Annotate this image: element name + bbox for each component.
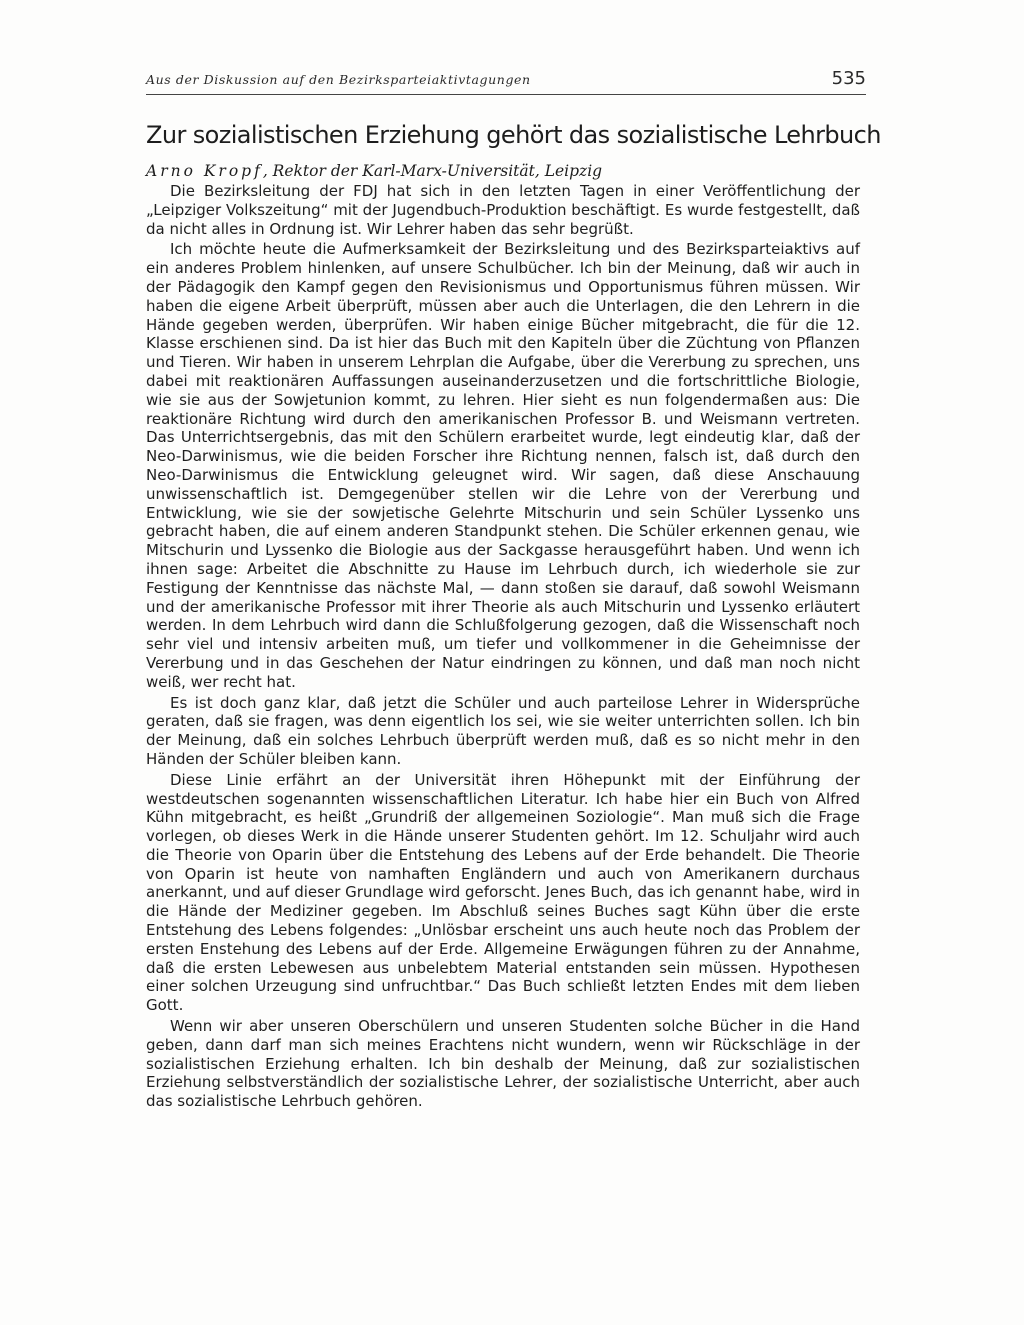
author-affiliation: , Rektor der Karl-Marx-Universität, Leipzig: [262, 162, 603, 180]
running-title: Aus der Diskussion auf den Bezirksparteiaktivtagungen: [146, 72, 531, 87]
paragraph-5: Wenn wir aber unseren Oberschülern und unseren Studenten solche Bücher in die Hand geben, dann darf man sich meines Erachtens nicht wundern, wenn wir Rückschläge in der sozialistischen Erziehung erhalten. Ich bin deshalb der Meinung, daß zur sozialistischen Erziehung selbstverständlich der sozialistische Lehrer, der sozialistische Unterricht, aber auch das sozialistische Lehrbuch gehören.: [146, 1017, 860, 1111]
page-number: 535: [831, 68, 866, 89]
running-header: [146, 70, 866, 96]
paragraph-4: Diese Linie erfährt an der Universität ihren Höhepunkt mit der Einführung der westdeutschen sogenannten wissenschaftlichen Literatur. Ich habe hier ein Buch von Alfred Kühn mitgebracht, es heißt „Grundriß der allgemeinen Soziologie“. Man muß sich die Frage vorlegen, ob dieses Werk in die Hände unserer Studenten gehört. Im 12. Schuljahr wird auch die Theorie von Oparin über die Entstehung des Lebens auf der Erde behandelt. Die Theorie von Oparin ist heute von namhaften Engländern und auch von Amerikanern durchaus anerkannt, und auf dieser Grundlage wird geforscht. Jenes Buch, das ich genannt habe, wird in die Hände der Mediziner gegeben. Im Abschluß seines Buches sagt Kühn über die erste Entstehung des Lebens folgendes: „Unlösbar erscheint uns auch heute noch das Problem der ersten Enstehung des Lebens auf der Erde. Allgemeine Erwägungen führen zu der Annahme, daß die ersten Lebewesen aus unbelebtem Material entstanden sein müssen. Hypothesen einer solchen Urzeugung sind unfruchtbar.“ Das Buch schließt letzten Endes mit dem lieben Gott.: [146, 770, 860, 1015]
article-body: [146, 182, 860, 1111]
header-rule: [146, 94, 866, 95]
paragraph-1: Die Bezirksleitung der FDJ hat sich in den letzten Tagen in einer Veröffentlichung der „Leipziger Volkszeitung“ mit der Jugendbuch-Produktion beschäftigt. Es wurde festgestellt, daß da nicht alles in Ordnung ist. Wir Lehrer haben das sehr begrüßt.: [146, 182, 860, 238]
author-line: [146, 160, 866, 182]
paragraph-3: Es ist doch ganz klar, daß jetzt die Schüler und auch parteilose Lehrer in Widersprüche geraten, daß sie fragen, was denn eigentlich los sei, wie sie weiter unterrichten sollen. Ich bin der Meinung, daß ein solches Lehrbuch überprüft werden muß, daß es so nicht mehr in den Händen der Schüler bleiben kann.: [146, 693, 860, 768]
author-name: Arno Kropf: [146, 162, 263, 180]
paragraph-2: Ich möchte heute die Aufmerksamkeit der Bezirksleitung und des Bezirksparteiaktivs auf ein anderes Problem hinlenken, auf unsere Schulbücher. Ich bin der Meinung, daß wir auch in der Pädagogik den Kampf gegen den Revisionismus und Opportunismus führen müssen. Wir haben die eigene Arbeit überprüft, müssen aber auch die Unterlagen, die den Lehrern in die Hände gegeben werden, überprüfen. Wir haben einige Bücher mitgebracht, die für die 12. Klasse erschienen sind. Da ist hier das Buch mit den Kapiteln über die Züchtung von Pflanzen und Tieren. Wir haben in unserem Lehrplan die Aufgabe, über die Vererbung zu sprechen, uns dabei mit reaktionären Auffassungen auseinanderzusetzen und die fortschrittliche Biologie, wie sie aus der Sowjetunion kommt, zu lehren. Hier sieht es nun folgendermaßen aus: Die reaktionäre Richtung wird durch den amerikanischen Professor B. und Weismann vertreten. Das Unterrichtsergebnis, das mit den Schülern erarbeitet wurde, legt eindeutig klar, daß der Neo-Darwinismus, wie die beiden Forscher ihre Richtung nennen, falsch ist, daß durch den Neo-Darwinismus die Entwicklung geleugnet wird. Wir sagen, daß diese Anschauung unwissenschaftlich ist. Demgegenüber stellen wir die Lehre von der Vererbung und Entwicklung, wie sie der sowjetische Gelehrte Mitschurin und sein Schüler Lyssenko uns gebracht haben, die auf einem anderen Standpunkt stehen. Die Schüler erkennen genau, wie Mitschurin und Lyssenko die Biologie aus der Sackgasse herausgeführt haben. Und wenn ich ihnen sage: Arbeitet die Abschnitte zu Hause im Lehrbuch durch, ich wiederhole sie zur Festigung der Kenntnisse das nächste Mal, — dann stoßen sie darauf, daß sowohl Weismann und der amerikanische Professor mit ihrer Theorie als auch Mitschurin und Lyssenko erläutert werden. In dem Lehrbuch wird dann die Schlußfolgerung gezogen, daß die Wissenschaft noch sehr viel und intensiv arbeiten muß, um tiefer und vollkommener in die Geheimnisse der Vererbung und in das Geschehen der Natur eindringen zu können, und daß man noch nicht weiß, wer recht hat.: [146, 240, 860, 691]
article-title: Zur sozialistischen Erziehung gehört das sozialistische Lehrbuch: [146, 121, 881, 149]
